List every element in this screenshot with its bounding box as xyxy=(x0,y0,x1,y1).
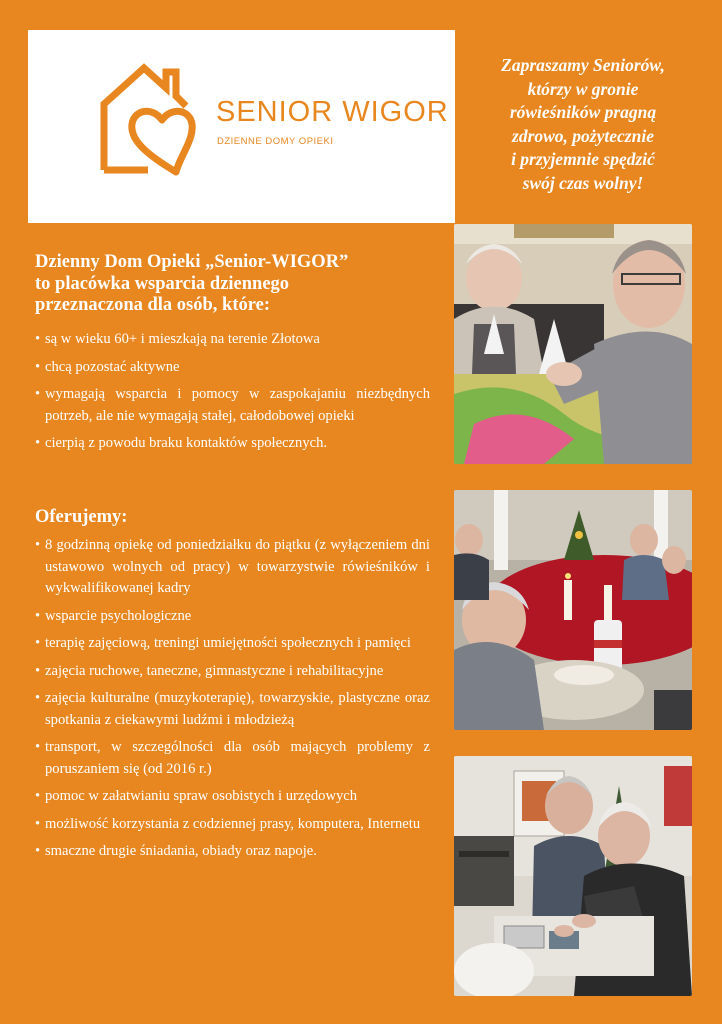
invitation-text xyxy=(470,54,696,195)
list-item: • smaczne drugie śniadania, obiady oraz napoje. xyxy=(35,841,430,863)
photo-seniors-activity xyxy=(454,756,692,996)
logo-subtitle: DZIENNE DOMY OPIEKI xyxy=(217,136,334,147)
list-item: • zajęcia kulturalne (muzykoterapię), towarzyskie, plastyczne oraz spotkania z ciekawymi ludźmi i młodzieżą xyxy=(35,688,430,731)
invitation-line: Zapraszamy Seniorów, xyxy=(501,55,665,75)
invitation-line: i przyjemnie spędzić xyxy=(511,149,655,169)
logo-title: SENIOR WIGOR xyxy=(216,96,449,128)
list-item: • są w wieku 60+ i mieszkają na terenie Złotowa xyxy=(35,329,430,351)
logo-panel xyxy=(28,30,455,223)
photo-christmas-table xyxy=(454,490,692,730)
list-item: • możliwość korzystania z codziennej prasy, komputera, Internetu xyxy=(35,814,430,836)
list-item: • chcą pozostać aktywne xyxy=(35,357,430,379)
list-item: • pomoc w załatwianiu spraw osobistych i urzędowych xyxy=(35,786,430,808)
intro-heading xyxy=(35,252,445,317)
list-item: • transport, w szczególności dla osób mających problemy z poruszaniem się (od 2016 r.) xyxy=(35,737,430,780)
criteria-list xyxy=(35,329,430,461)
intro-heading-line: Dzienny Dom Opieki „Senior-WIGOR” xyxy=(35,252,349,272)
invitation-line: którzy w gronie xyxy=(527,78,639,99)
list-item: • 8 godzinną opiekę od poniedziałku do piątku (z wyłączeniem dni ustawowo wolnych od pracy) w towarzystwie rówieśników i wykwalifikowanej kadry xyxy=(35,535,430,600)
list-item: • cierpią z powodu braku kontaktów społecznych. xyxy=(35,433,430,455)
photo-seniors-crafting xyxy=(454,224,692,464)
list-item: • zajęcia ruchowe, taneczne, gimnastyczne i rehabilitacyjne xyxy=(35,661,430,683)
offers-list xyxy=(35,535,430,869)
offers-heading: Oferujemy: xyxy=(35,507,128,527)
house-with-heart-icon xyxy=(86,62,204,180)
intro-heading-line: przeznaczona dla osób, które: xyxy=(35,295,270,315)
invitation-line: swój czas wolny! xyxy=(522,172,644,193)
intro-heading-line: to placówka wsparcia dziennego xyxy=(35,273,290,294)
list-item: • terapię zajęciową, treningi umiejętności społecznych i pamięci xyxy=(35,633,430,655)
list-item: • wymagają wsparcia i pomocy w zaspokajaniu niezbędnych potrzeb, ale nie wymagają stałej, całodobowej opieki xyxy=(35,384,430,427)
invitation-line: rówieśników pragną xyxy=(509,102,657,122)
list-item: • wsparcie psychologiczne xyxy=(35,606,430,628)
invitation-line: zdrowo, pożytecznie xyxy=(512,125,654,146)
